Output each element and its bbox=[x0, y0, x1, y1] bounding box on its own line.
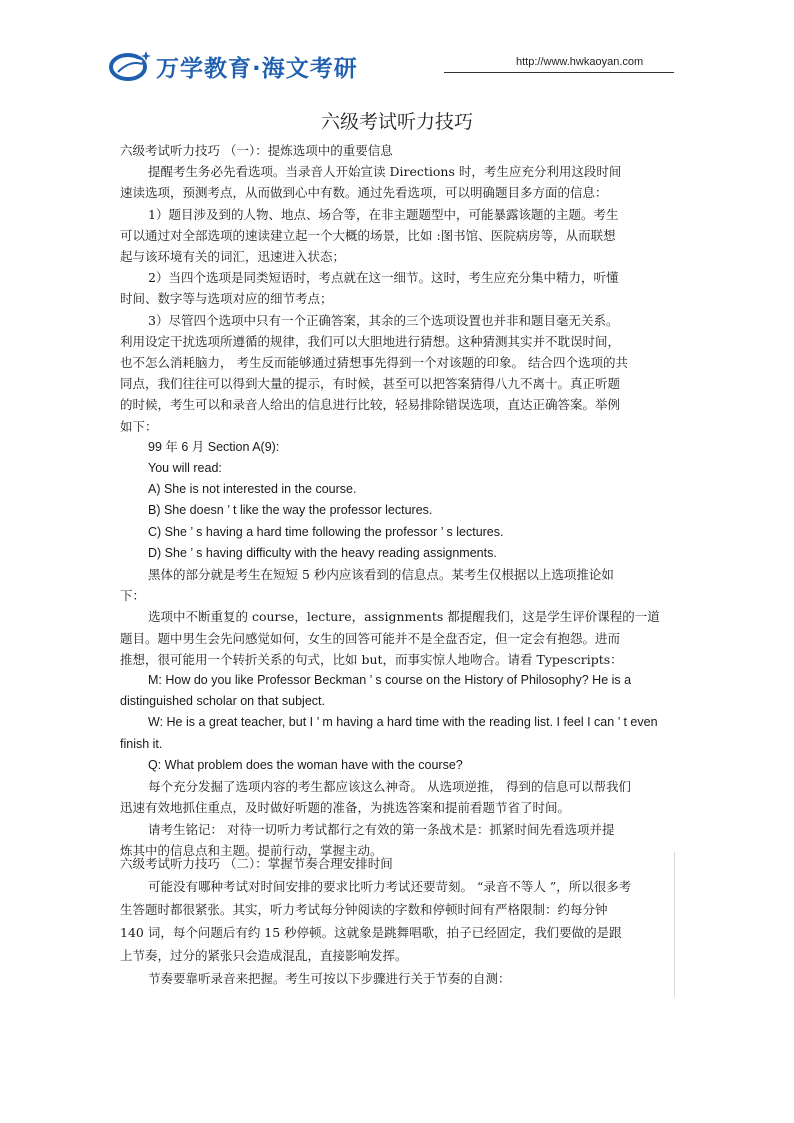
text-line: 的时候，考生可以和录音人给出的信息进行比较，轻易排除错误选项，直达正确答案。举例 bbox=[120, 397, 621, 413]
text-line: finish it. bbox=[120, 736, 163, 751]
page-header bbox=[108, 44, 674, 84]
text-line: You will read: bbox=[148, 461, 222, 476]
text-line: 提醒考生务必先看选项。当录音人开始宣读 Directions 时，考生应充分利用这段时间 bbox=[148, 164, 622, 180]
text-line: 生答题时都很紧张。其实，听力考试每分钟阅读的字数和停顿时间有严格限制：约每分钟 bbox=[120, 902, 608, 917]
header-rule bbox=[444, 72, 674, 73]
text-line: 黑体的部分就是考生在短短 5 秒内应该看到的信息点。某考生仅根据以上选项推论如 bbox=[148, 567, 614, 583]
text-line: 选项中不断重复的 course，lecture，assignments 都提醒我们，这是学生评价课程的一道 bbox=[148, 609, 660, 625]
text-line: M: How do you like Professor Beckman ’ s course on the History of Philosophy? He is a bbox=[148, 673, 632, 688]
section-two bbox=[120, 852, 675, 997]
text-line: A) She is not interested in the course. bbox=[148, 482, 357, 497]
text-line: 利用设定干扰选项所遵循的规律，我们可以大胆地进行猜想。这种猜测其实并不耽误时间， bbox=[120, 333, 621, 349]
text-line: 99 年 6 月 Section A(9): bbox=[148, 439, 280, 454]
text-line: 上节奏，过分的紧张只会造成混乱，直接影响发挥。 bbox=[120, 948, 408, 963]
text-line: 推想，很可能用一个转折关系的句式，比如 but，而事实惊人地吻合。请看 Typescripts： bbox=[120, 651, 623, 667]
text-line: 可能没有哪种考试对时间安排的要求比听力考试还要苛刻。 “录音不等人 ”，所以很多考 bbox=[148, 879, 632, 894]
text-line: Q: What problem does the woman have with the course? bbox=[148, 757, 463, 772]
text-line: 时间、数字等与选项对应的细节考点； bbox=[120, 291, 333, 307]
text-line: 如下： bbox=[120, 418, 158, 434]
text-line: D) She ’ s having difficulty with the heavy reading assignments. bbox=[148, 545, 497, 560]
text-line: 节奏要靠听录音来把握。考生可按以下步骤进行关于节奏的自测： bbox=[148, 971, 511, 986]
text-line: 题目。题中男生会先问感觉如何，女生的回答可能并不是全盘否定，但一定会有抱怨。进而 bbox=[120, 630, 621, 646]
text-line: B) She doesn ’ t like the way the professor lectures. bbox=[148, 503, 433, 518]
document-body bbox=[120, 140, 792, 861]
text-line: 下： bbox=[120, 588, 146, 604]
text-line: 140 词，每个问题后有约 15 秒停顿。这就象是跳舞唱歌，拍子已经固定，我们要做的是跟 bbox=[120, 925, 622, 940]
text-line: 速读选项，预测考点，从而做到心中有数。通过先看选项，可以明确题目多方面的信息： bbox=[120, 185, 608, 201]
text-line: 同点，我们往往可以得到大量的提示，有时候，甚至可以把答案猜得八九不离十。真正听题 bbox=[120, 376, 621, 392]
header-url: http://www.hwkaoyan.com bbox=[516, 56, 644, 68]
text-line: 每个充分发掘了选项内容的考生都应该这么神奇。 从选项逆推， 得到的信息可以帮我们 bbox=[148, 779, 631, 795]
text-line: distinguished scholar on that subject. bbox=[120, 694, 325, 709]
text-line: 请考生铭记： 对待一切听力考试都行之有效的第一条战术是：抓紧时间先看选项并提 bbox=[148, 821, 615, 837]
text-line: 起与该环境有关的词汇，迅速进入状态； bbox=[120, 249, 346, 265]
text-line: 3）尽管四个选项中只有一个正确答案，其余的三个选项设置也并非和题目毫无关系。 bbox=[148, 312, 619, 328]
text-line: 炼其中的信息点和主题。提前行动，掌握主动。 bbox=[120, 842, 383, 858]
document-title: 六级考试听力技巧 bbox=[320, 111, 473, 133]
text-line: 也不怎么消耗脑力， 考生反而能够通过猜想事先得到一个对该题的印象。 结合四个选项的共 bbox=[120, 355, 628, 371]
text-line: 六级考试听力技巧 （一）：提炼选项中的重要信息 bbox=[120, 143, 393, 158]
text-line: 六级考试听力技巧 （二）：掌握节奏合理安排时间 bbox=[120, 856, 393, 871]
text-line: 迅速有效地抓住重点，及时做好听题的准备，为挑选答案和提前看题节省了时间。 bbox=[120, 800, 571, 816]
text-line: 1）题目涉及到的人物、地点、场合等，在非主题题型中，可能暴露该题的主题。考生 bbox=[148, 206, 619, 222]
text-line: 2）当四个选项是同类短语时，考点就在这一细节。这时，考生应充分集中精力，听懂 bbox=[148, 270, 619, 286]
logo-text: 万学教育·海文考研 bbox=[156, 56, 358, 82]
logo-swirl-icon bbox=[108, 48, 152, 82]
text-line: C) She ’ s having a hard time following the professor ’ s lectures. bbox=[148, 524, 504, 539]
text-line: 可以通过对全部选项的速读建立起一个大概的场景，比如 :图书馆、医院病房等，从而联想 bbox=[120, 227, 616, 243]
text-line: W: He is a great teacher, but I ’ m having a hard time with the reading list. I feel I can ’ t even bbox=[148, 715, 658, 730]
